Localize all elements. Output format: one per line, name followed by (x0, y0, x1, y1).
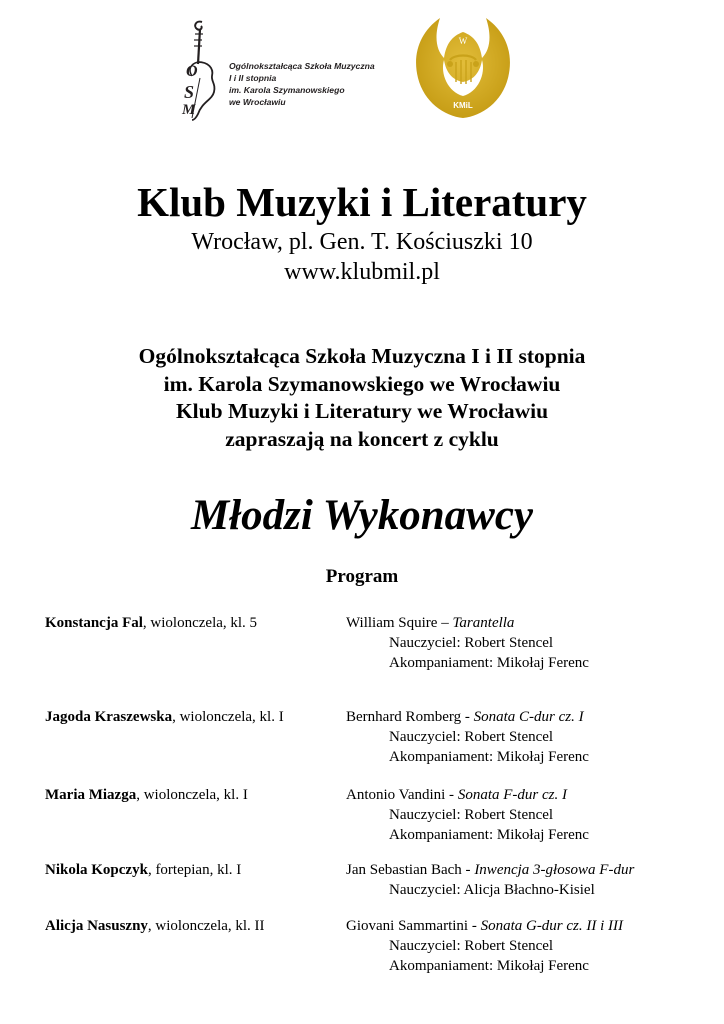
teacher: Nauczyciel: Robert Stencel (389, 635, 554, 651)
invitation-text (0, 343, 724, 453)
accompanist: Akompaniament: Mikołaj Ferenc (389, 827, 589, 843)
program-performer (45, 785, 248, 805)
program-performer (45, 707, 284, 727)
performer-instrument: , wiolonczela, kl. 5 (142, 615, 258, 631)
invitation-line: im. Karola Szymanowskiego we Wrocławiu (163, 371, 561, 396)
composer: Bernhard Romberg - (346, 709, 474, 725)
osm-letter-o: O (186, 63, 198, 80)
work-title: Sonata G-dur cz. II i III (480, 918, 624, 934)
composer: Jan Sebastian Bach - (346, 862, 475, 878)
club-website-link[interactable]: www.klubmil.pl (284, 259, 440, 285)
performer-name: Alicja Nasuszny (45, 918, 148, 934)
program-piece (346, 707, 589, 767)
kmil-lyre-logo-icon (410, 14, 516, 120)
performer-name: Konstancja Fal (45, 615, 143, 631)
osm-text-line: im. Karola Szymanowskiego (229, 85, 345, 95)
series-title: Młodzi Wykonawcy (190, 492, 534, 539)
composer: Antonio Vandini - (346, 787, 458, 803)
program-piece (346, 613, 589, 673)
work-title: Tarantella (452, 615, 515, 631)
club-title: Klub Muzyki i Literatury (137, 179, 587, 225)
osm-text-line: Ogólnokształcąca Szkoła Muzyczna (229, 61, 375, 71)
invitation-line: Klub Muzyki i Literatury we Wrocławiu (175, 399, 549, 423)
work-title: Sonata F-dur cz. I (457, 787, 567, 803)
work-title: Inwencja 3-głosowa F-dur (474, 862, 635, 878)
teacher: Nauczyciel: Robert Stencel (389, 807, 554, 823)
accompanist: Akompaniament: Mikołaj Ferenc (389, 655, 589, 671)
program-piece (346, 785, 589, 845)
accompanist: Akompaniament: Mikołaj Ferenc (389, 749, 589, 765)
kmil-label: KMiL (453, 101, 473, 110)
club-address: Wrocław, pl. Gen. T. Kościuszki 10 (191, 229, 533, 255)
invitation-line: zapraszają na koncert z cyklu (225, 426, 499, 451)
teacher: Nauczyciel: Alicja Błachno-Kisiel (389, 882, 595, 898)
teacher: Nauczyciel: Robert Stencel (389, 729, 554, 745)
performer-instrument: , fortepian, kl. I (147, 862, 242, 878)
performer-instrument: , wiolonczela, kl. II (147, 918, 265, 934)
osm-school-name (229, 60, 409, 108)
composer: William Squire – (346, 615, 453, 631)
invitation-line: Ogólnokształcąca Szkoła Muzyczna I i II stopnia (138, 344, 586, 368)
osm-text-line: I i II stopnia (229, 73, 277, 83)
program-performer (45, 860, 241, 880)
teacher: Nauczyciel: Robert Stencel (389, 938, 554, 954)
osm-letter-m: M (182, 102, 196, 118)
performer-name: Jagoda Kraszewska (45, 709, 173, 725)
osm-letter-s: S (184, 82, 195, 102)
performer-name: Maria Miazga (45, 787, 137, 803)
program-piece (346, 916, 623, 976)
accompanist: Akompaniament: Mikołaj Ferenc (389, 958, 589, 974)
performer-instrument: , wiolonczela, kl. I (172, 709, 284, 725)
program-performer (45, 613, 257, 633)
kmil-letter-w: W (458, 36, 468, 46)
program-piece (346, 860, 634, 900)
performer-name: Nikola Kopczyk (45, 862, 148, 878)
program-heading: Program (325, 566, 399, 587)
osm-text-line: we Wrocławiu (229, 97, 286, 107)
program-performer (45, 916, 265, 936)
composer: Giovani Sammartini - (346, 918, 481, 934)
work-title: Sonata C-dur cz. I (473, 709, 584, 725)
osm-school-logo-icon (178, 18, 228, 122)
performer-instrument: , wiolonczela, kl. I (136, 787, 248, 803)
